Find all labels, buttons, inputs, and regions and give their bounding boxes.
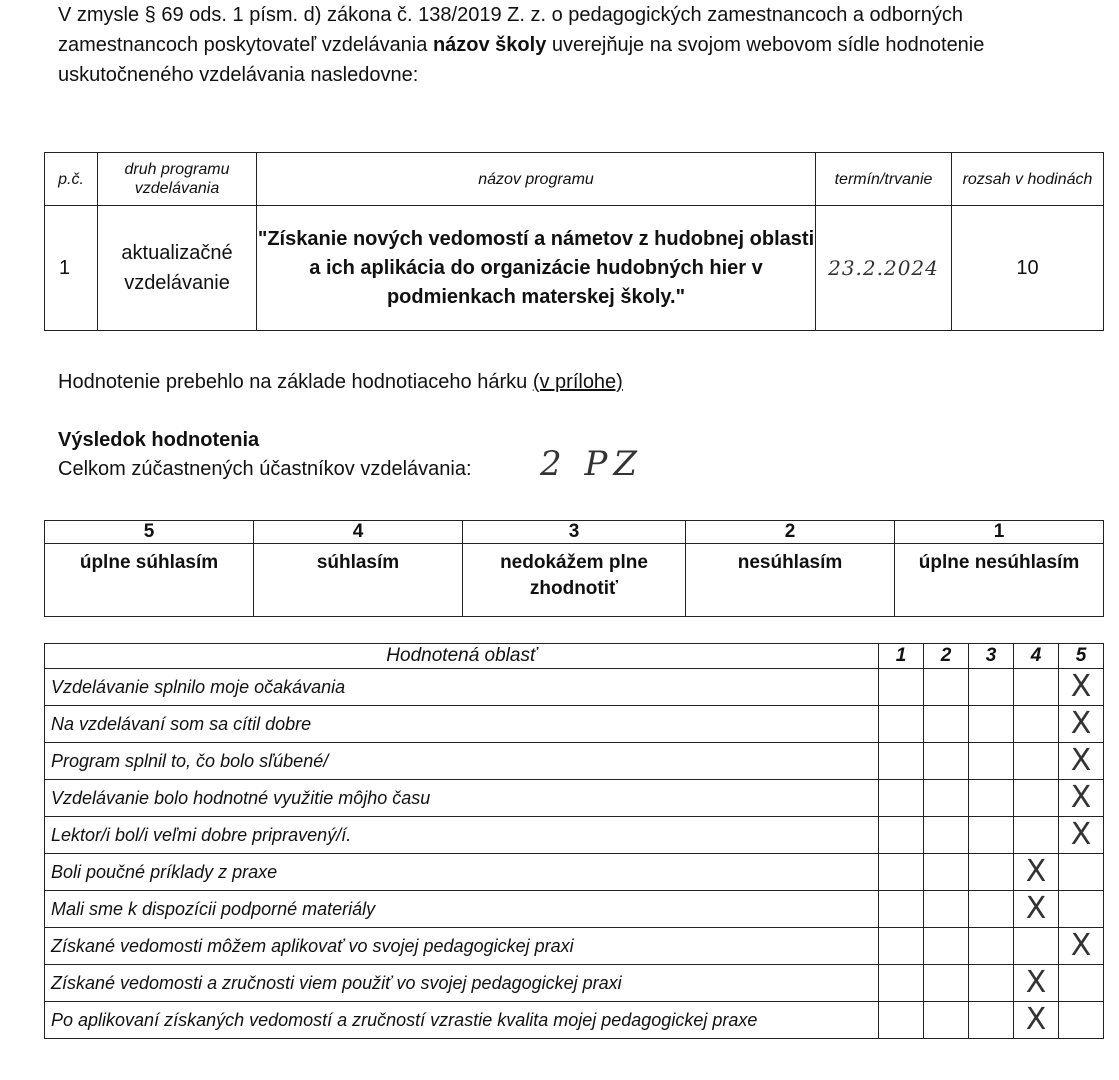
program-row [45, 206, 1104, 331]
rating-cell-4 [1014, 706, 1059, 743]
table-row [45, 817, 1104, 854]
rating-cell-1 [879, 780, 924, 817]
column-header-4: 4 [1014, 644, 1059, 669]
evaluation-note-text: Hodnotenie prebehlo na základe hodnotiaceho hárku [58, 371, 533, 393]
rating-cell-4 [1014, 743, 1059, 780]
rating-cell-5 [1059, 1002, 1104, 1039]
rating-cell-5 [1059, 854, 1104, 891]
checkmark-x: X [1070, 817, 1092, 852]
evaluation-question: Vzdelávanie splnilo moje očakávania [45, 669, 879, 706]
column-header-2: 2 [924, 644, 969, 669]
evaluation-question: Mali sme k dispozícii podporné materiály [45, 891, 879, 928]
rating-cell-5 [1059, 965, 1104, 1002]
rating-cell-4 [1014, 1002, 1059, 1039]
scale-number: 1 [895, 521, 1104, 544]
evaluation-note [58, 371, 623, 394]
rating-cell-2 [924, 891, 969, 928]
rating-cell-1 [879, 743, 924, 780]
header-program-name: názov programu [257, 153, 816, 206]
attachment-link: (v prílohe) [532, 371, 623, 393]
evaluation-table [44, 643, 1104, 1039]
evaluation-header-row [45, 644, 1104, 669]
column-header-5: 5 [1059, 644, 1104, 669]
evaluation-question: Boli poučné príklady z praxe [45, 854, 879, 891]
table-row [45, 706, 1104, 743]
evaluation-question: Na vzdelávaní som sa cítil dobre [45, 706, 879, 743]
rating-cell-3 [969, 780, 1014, 817]
checkmark-x: X [1025, 891, 1047, 926]
evaluation-question: Program splnil to, čo bolo sľúbené/ [45, 743, 879, 780]
intro-paragraph [58, 0, 1108, 90]
checkmark-x: X [1025, 1002, 1047, 1037]
program-name: "Získanie nových vedomostí a námetov z hudobnej oblasti a ich aplikácia do organizácie hudobných hier v podmienkach materskej školy." [257, 206, 816, 331]
school-name: názov školy [432, 34, 547, 56]
rating-cell-4 [1014, 891, 1059, 928]
program-table [44, 152, 1104, 331]
program-number: 1 [45, 206, 98, 331]
rating-cell-3 [969, 817, 1014, 854]
rating-cell-1 [879, 965, 924, 1002]
rating-cell-2 [924, 965, 969, 1002]
scale-label: nedokážem plne zhodnotiť [463, 544, 686, 617]
scale-labels [45, 544, 1104, 617]
rating-cell-1 [879, 669, 924, 706]
rating-cell-2 [924, 780, 969, 817]
rating-cell-2 [924, 854, 969, 891]
rating-cell-3 [969, 1002, 1014, 1039]
rating-cell-4 [1014, 669, 1059, 706]
table-row [45, 854, 1104, 891]
participants-value: 2 PZ [540, 444, 643, 484]
evaluation-question: Vzdelávanie bolo hodnotné využitie môjho času [45, 780, 879, 817]
intro-text-2: uverejňuje na svojom webovom sídle hodnotenie uskutočneného vzdelávania nasledovne: [58, 34, 985, 86]
rating-cell-5 [1059, 706, 1104, 743]
table-row [45, 743, 1104, 780]
rating-cell-1 [879, 1002, 924, 1039]
table-row [45, 669, 1104, 706]
rating-cell-5 [1059, 891, 1104, 928]
rating-cell-1 [879, 891, 924, 928]
rating-cell-2 [924, 1002, 969, 1039]
header-program-type: druh programu vzdelávania [98, 153, 257, 206]
rating-cell-4 [1014, 928, 1059, 965]
rating-cell-3 [969, 669, 1014, 706]
rating-cell-3 [969, 706, 1014, 743]
rating-cell-1 [879, 928, 924, 965]
rating-cell-2 [924, 706, 969, 743]
rating-cell-2 [924, 817, 969, 854]
header-number: p.č. [45, 153, 98, 206]
column-header-1: 1 [879, 644, 924, 669]
rating-cell-3 [969, 854, 1014, 891]
rating-cell-2 [924, 928, 969, 965]
header-date: termín/trvanie [816, 153, 952, 206]
rating-scale [44, 520, 1104, 617]
evaluation-question: Získané vedomosti môžem aplikovať vo svojej pedagogickej praxi [45, 928, 879, 965]
rating-cell-5 [1059, 928, 1104, 965]
checkmark-x: X [1070, 743, 1092, 778]
table-row [45, 965, 1104, 1002]
rating-cell-3 [969, 928, 1014, 965]
evaluation-question: Lektor/i bol/i veľmi dobre pripravený/í. [45, 817, 879, 854]
result-heading: Výsledok hodnotenia [58, 429, 260, 451]
checkmark-x: X [1070, 780, 1092, 815]
header-hours: rozsah v hodinách [952, 153, 1104, 206]
rating-cell-5 [1059, 743, 1104, 780]
checkmark-x: X [1070, 928, 1092, 963]
intro-text-1: V zmysle § 69 ods. 1 písm. d) zákona č. 138/2019 Z. z. o pedagogických zamestnancoch a odborných zamestnancoch poskytovateľ vzdelávania [58, 4, 963, 56]
rating-cell-4 [1014, 780, 1059, 817]
scale-number: 2 [686, 521, 895, 544]
scale-number: 5 [45, 521, 254, 544]
rating-cell-5 [1059, 780, 1104, 817]
rating-cell-3 [969, 743, 1014, 780]
scale-label: úplne nesúhlasím [895, 544, 1104, 617]
table-row [45, 1002, 1104, 1039]
rating-cell-1 [879, 854, 924, 891]
scale-label: súhlasím [254, 544, 463, 617]
checkmark-x: X [1025, 854, 1047, 889]
rating-cell-1 [879, 817, 924, 854]
checkmark-x: X [1070, 669, 1092, 704]
rating-cell-5 [1059, 817, 1104, 854]
rating-cell-2 [924, 669, 969, 706]
scale-label: úplne súhlasím [45, 544, 254, 617]
table-row [45, 891, 1104, 928]
program-date: 23.2.2024 [816, 206, 952, 331]
rating-cell-3 [969, 965, 1014, 1002]
evaluation-header: Hodnotená oblasť [45, 644, 879, 669]
checkmark-x: X [1070, 706, 1092, 741]
program-type: aktualizačné vzdelávanie [98, 206, 257, 331]
checkmark-x: X [1025, 965, 1047, 1000]
evaluation-question: Získané vedomosti a zručnosti viem použiť vo svojej pedagogickej praxi [45, 965, 879, 1002]
program-hours: 10 [952, 206, 1104, 331]
rating-cell-1 [879, 706, 924, 743]
rating-cell-5 [1059, 669, 1104, 706]
scale-number: 3 [463, 521, 686, 544]
evaluation-question: Po aplikovaní získaných vedomostí a zručností vzrastie kvalita mojej pedagogickej praxe [45, 1002, 879, 1039]
scale-number: 4 [254, 521, 463, 544]
program-table-header [45, 153, 1104, 206]
scale-numbers [45, 521, 1104, 544]
scale-label: nesúhlasím [686, 544, 895, 617]
rating-cell-4 [1014, 965, 1059, 1002]
participants-label: Celkom zúčastnených účastníkov vzdelávania: [58, 458, 472, 480]
rating-cell-3 [969, 891, 1014, 928]
column-header-3: 3 [969, 644, 1014, 669]
table-row [45, 928, 1104, 965]
rating-cell-2 [924, 743, 969, 780]
rating-cell-4 [1014, 817, 1059, 854]
table-row [45, 780, 1104, 817]
rating-cell-4 [1014, 854, 1059, 891]
